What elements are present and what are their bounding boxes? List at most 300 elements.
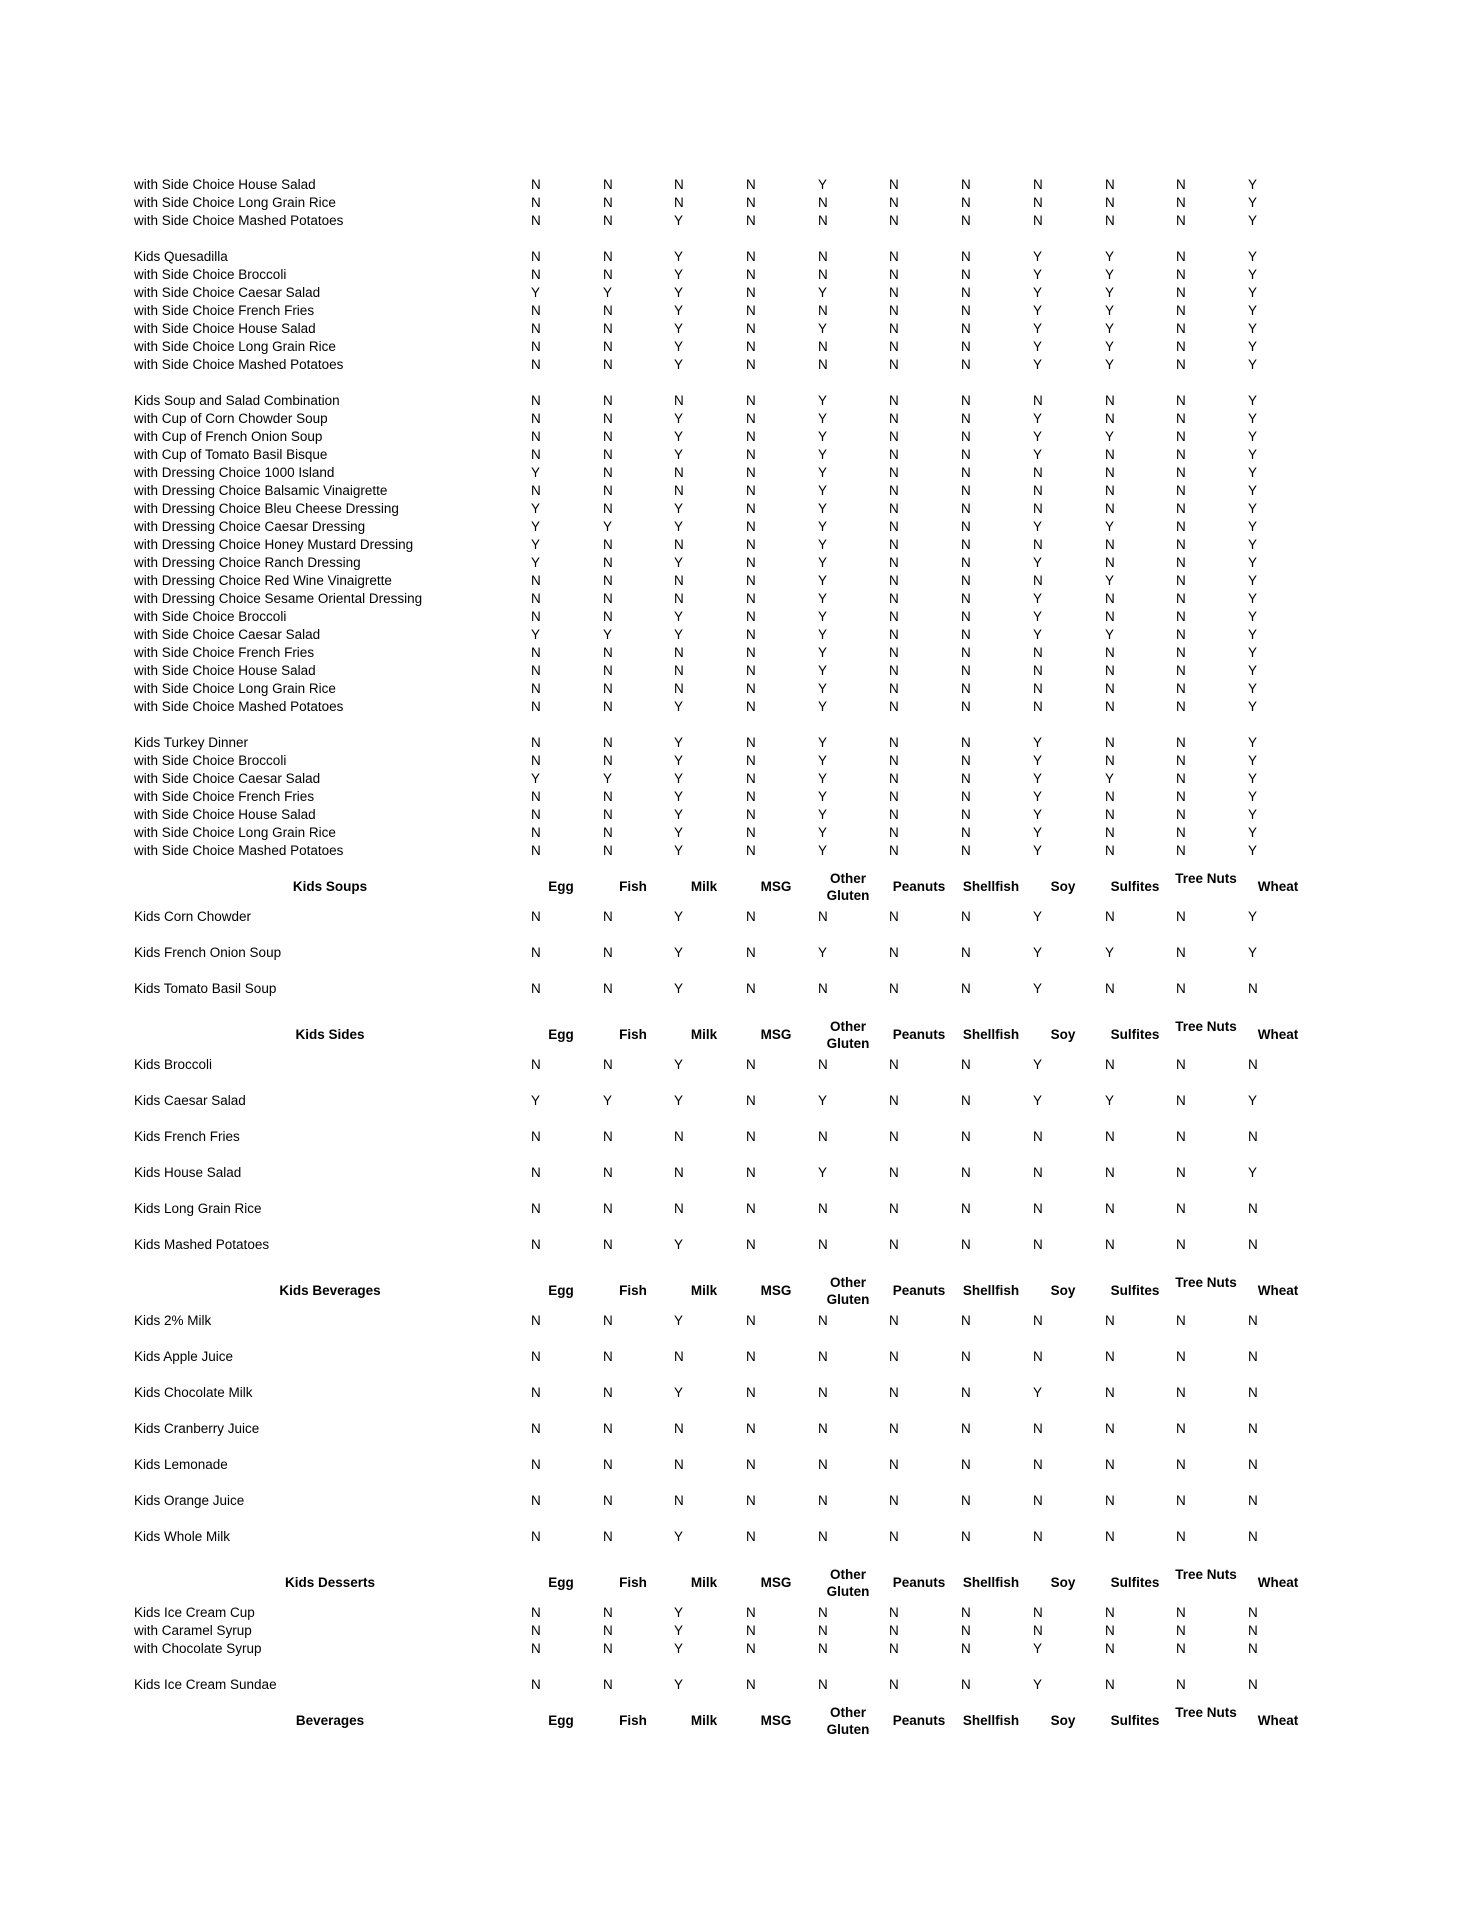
column-header: Shellfish — [962, 1283, 1020, 1298]
allergen-value: N — [1105, 1057, 1115, 1072]
allergen-value: N — [889, 465, 899, 480]
allergen-value: N — [746, 321, 756, 336]
allergen-value: N — [531, 1057, 541, 1072]
allergen-value: Y — [674, 321, 684, 336]
allergen-value: Y — [1033, 909, 1043, 924]
allergen-value: N — [603, 447, 613, 462]
column-header: Tree Nuts — [1175, 871, 1237, 886]
allergen-value: N — [889, 909, 899, 924]
allergen-value: N — [603, 1421, 613, 1436]
allergen-value: Y — [674, 555, 684, 570]
allergen-value: Y — [818, 177, 828, 192]
item-name: with Side Choice House Salad — [134, 807, 316, 822]
allergen-value: N — [1176, 699, 1186, 714]
allergen-value: N — [603, 699, 613, 714]
column-header: Other Gluten — [826, 1705, 870, 1737]
table-row — [0, 572, 1484, 590]
item-name: with Side Choice House Salad — [134, 321, 316, 336]
allergen-value: N — [961, 1129, 971, 1144]
section-title: Kids Desserts — [284, 1575, 376, 1590]
column-header: Fish — [619, 879, 647, 894]
allergen-value: Y — [1248, 357, 1258, 372]
allergen-value: N — [961, 555, 971, 570]
allergen-value: N — [531, 1529, 541, 1544]
allergen-value: N — [603, 807, 613, 822]
allergen-value: N — [746, 1421, 756, 1436]
allergen-value: N — [603, 1057, 613, 1072]
allergen-value: Y — [1248, 321, 1258, 336]
allergen-value: N — [1105, 663, 1115, 678]
allergen-value: N — [603, 321, 613, 336]
allergen-value: N — [818, 267, 828, 282]
allergen-value: N — [603, 609, 613, 624]
allergen-value: N — [961, 1457, 971, 1472]
item-name: Kids Long Grain Rice — [134, 1201, 262, 1216]
item-name: with Side Choice Long Grain Rice — [134, 681, 336, 696]
allergen-value: N — [1033, 537, 1043, 552]
column-header: Egg — [548, 1027, 574, 1042]
allergen-value: N — [889, 1349, 899, 1364]
allergen-value: Y — [531, 501, 541, 516]
allergen-value: N — [961, 1641, 971, 1656]
allergen-value: Y — [818, 537, 828, 552]
allergen-value: N — [889, 1677, 899, 1692]
allergen-value: N — [1033, 1623, 1043, 1638]
allergen-value: N — [746, 1313, 756, 1328]
allergen-value: N — [603, 195, 613, 210]
allergen-value: Y — [1248, 555, 1258, 570]
allergen-value: Y — [818, 771, 828, 786]
allergen-value: Y — [1033, 981, 1043, 996]
allergen-value: Y — [1248, 1165, 1258, 1180]
allergen-value: Y — [818, 945, 828, 960]
allergen-value: Y — [1105, 1093, 1115, 1108]
allergen-value: N — [818, 981, 828, 996]
allergen-value: N — [531, 267, 541, 282]
allergen-value: N — [1176, 627, 1186, 642]
allergen-value: Y — [674, 945, 684, 960]
allergen-value: N — [1105, 1313, 1115, 1328]
allergen-value: N — [1033, 501, 1043, 516]
table-row — [0, 248, 1484, 266]
allergen-value: N — [1033, 195, 1043, 210]
allergen-value: N — [961, 753, 971, 768]
allergen-value: Y — [1248, 645, 1258, 660]
allergen-value: Y — [1248, 177, 1258, 192]
allergen-value: N — [603, 393, 613, 408]
column-header: Fish — [619, 1575, 647, 1590]
allergen-value: N — [1248, 1385, 1258, 1400]
allergen-value: N — [889, 735, 899, 750]
allergen-value: N — [1105, 1129, 1115, 1144]
column-header: Milk — [690, 1027, 718, 1042]
column-header: Fish — [619, 1027, 647, 1042]
allergen-value: Y — [1248, 213, 1258, 228]
table-row — [0, 320, 1484, 338]
allergen-value: N — [1105, 555, 1115, 570]
column-header: Other Gluten — [826, 1019, 870, 1051]
allergen-value: Y — [818, 1165, 828, 1180]
allergen-value: Y — [1033, 411, 1043, 426]
column-header: Milk — [690, 1713, 718, 1728]
column-header: Tree Nuts — [1175, 1275, 1237, 1290]
allergen-value: N — [961, 627, 971, 642]
allergen-value: N — [1248, 981, 1258, 996]
allergen-value: N — [961, 501, 971, 516]
table-row — [0, 446, 1484, 464]
allergen-value: N — [746, 339, 756, 354]
allergen-value: N — [1176, 303, 1186, 318]
item-name: with Dressing Choice Sesame Oriental Dressing — [134, 591, 423, 606]
allergen-value: Y — [1033, 771, 1043, 786]
allergen-value: N — [746, 825, 756, 840]
allergen-value: N — [674, 1421, 684, 1436]
allergen-value: N — [889, 681, 899, 696]
allergen-value: N — [1176, 1493, 1186, 1508]
allergen-value: Y — [1105, 285, 1115, 300]
allergen-value: N — [1176, 1457, 1186, 1472]
allergen-value: N — [746, 807, 756, 822]
allergen-value: N — [889, 1165, 899, 1180]
item-name: with Side Choice Long Grain Rice — [134, 825, 336, 840]
item-name: with Dressing Choice Red Wine Vinaigrette — [134, 573, 392, 588]
allergen-value: N — [746, 753, 756, 768]
allergen-value: N — [674, 1201, 684, 1216]
table-row — [0, 410, 1484, 428]
allergen-value: N — [603, 1237, 613, 1252]
column-header: Soy — [1050, 1713, 1076, 1728]
allergen-value: N — [603, 1313, 613, 1328]
allergen-value: N — [531, 1349, 541, 1364]
item-name: with Side Choice French Fries — [134, 303, 315, 318]
allergen-value: N — [961, 393, 971, 408]
allergen-value: N — [889, 411, 899, 426]
allergen-value: Y — [674, 1529, 684, 1544]
allergen-value: N — [961, 1057, 971, 1072]
table-row — [0, 752, 1484, 770]
allergen-value: Y — [818, 393, 828, 408]
allergen-value: N — [1105, 681, 1115, 696]
allergen-value: Y — [1248, 735, 1258, 750]
allergen-value: Y — [674, 699, 684, 714]
table-row — [0, 302, 1484, 320]
allergen-value: N — [889, 285, 899, 300]
table-row — [0, 536, 1484, 554]
allergen-value: N — [1105, 1165, 1115, 1180]
table-row — [0, 1622, 1484, 1640]
column-header: MSG — [760, 879, 792, 894]
allergen-value: N — [1176, 789, 1186, 804]
table-row — [0, 770, 1484, 788]
allergen-value: Y — [1248, 447, 1258, 462]
item-name: Kids House Salad — [134, 1165, 242, 1180]
column-header: Fish — [619, 1283, 647, 1298]
allergen-value: N — [531, 357, 541, 372]
allergen-value: N — [674, 573, 684, 588]
table-row — [0, 824, 1484, 842]
allergen-value: N — [531, 807, 541, 822]
column-header: Tree Nuts — [1175, 1705, 1237, 1720]
allergen-value: N — [531, 681, 541, 696]
table-row — [0, 590, 1484, 608]
allergen-value: Y — [603, 1093, 613, 1108]
allergen-value: N — [961, 267, 971, 282]
table-row — [0, 338, 1484, 356]
allergen-value: Y — [603, 627, 613, 642]
allergen-value: N — [961, 1313, 971, 1328]
table-row — [0, 176, 1484, 194]
allergen-value: N — [1176, 267, 1186, 282]
allergen-value: N — [531, 1605, 541, 1620]
allergen-value: N — [961, 519, 971, 534]
allergen-value: N — [889, 429, 899, 444]
allergen-value: N — [961, 981, 971, 996]
allergen-value: Y — [674, 1623, 684, 1638]
allergen-value: N — [603, 177, 613, 192]
allergen-value: N — [746, 1493, 756, 1508]
allergen-value: N — [889, 1421, 899, 1436]
allergen-value: N — [1176, 663, 1186, 678]
allergen-value: Y — [674, 267, 684, 282]
item-name: with Dressing Choice Honey Mustard Dressing — [134, 537, 414, 552]
allergen-value: N — [531, 735, 541, 750]
allergen-value: N — [1176, 519, 1186, 534]
table-row — [0, 1384, 1484, 1402]
allergen-value: N — [603, 663, 613, 678]
allergen-value: N — [531, 321, 541, 336]
allergen-value: N — [531, 843, 541, 858]
item-name: Kids Broccoli — [134, 1057, 213, 1072]
allergen-value: N — [674, 537, 684, 552]
allergen-value: N — [603, 429, 613, 444]
allergen-value: N — [603, 483, 613, 498]
allergen-value: N — [961, 843, 971, 858]
table-row — [0, 212, 1484, 230]
allergen-value: N — [603, 1623, 613, 1638]
allergen-value: N — [531, 1165, 541, 1180]
column-header: Peanuts — [892, 879, 946, 894]
allergen-value: Y — [674, 357, 684, 372]
item-name: with Dressing Choice Ranch Dressing — [134, 555, 361, 570]
allergen-value: Y — [818, 645, 828, 660]
item-name: with Side Choice House Salad — [134, 663, 316, 678]
column-header: Wheat — [1257, 1713, 1299, 1728]
allergen-value: Y — [1105, 249, 1115, 264]
allergen-value: N — [531, 1677, 541, 1692]
allergen-value: N — [531, 663, 541, 678]
allergen-value: Y — [674, 909, 684, 924]
allergen-value: N — [746, 393, 756, 408]
allergen-value: N — [531, 1623, 541, 1638]
allergen-value: N — [746, 1201, 756, 1216]
allergen-value: N — [746, 447, 756, 462]
item-name: with Caramel Syrup — [134, 1623, 252, 1638]
allergen-value: N — [1105, 591, 1115, 606]
allergen-value: Y — [1248, 681, 1258, 696]
table-row — [0, 194, 1484, 212]
column-header: Egg — [548, 1575, 574, 1590]
allergen-value: N — [889, 1623, 899, 1638]
allergen-value: N — [889, 1385, 899, 1400]
allergen-value: N — [746, 1641, 756, 1656]
allergen-value: N — [961, 609, 971, 624]
allergen-value: N — [1105, 981, 1115, 996]
allergen-value: N — [889, 195, 899, 210]
column-header: Other Gluten — [826, 871, 870, 903]
item-name: Kids Whole Milk — [134, 1529, 231, 1544]
allergen-value: N — [1105, 1677, 1115, 1692]
allergen-value: N — [961, 825, 971, 840]
allergen-value: N — [961, 357, 971, 372]
allergen-value: N — [746, 645, 756, 660]
allergen-value: N — [531, 699, 541, 714]
allergen-value: Y — [1033, 1057, 1043, 1072]
allergen-value: Y — [674, 519, 684, 534]
allergen-value: Y — [818, 1093, 828, 1108]
allergen-value: N — [603, 501, 613, 516]
allergen-value: N — [961, 663, 971, 678]
allergen-value: Y — [1033, 447, 1043, 462]
allergen-value: N — [746, 945, 756, 960]
allergen-value: N — [674, 681, 684, 696]
column-header: Peanuts — [892, 1575, 946, 1590]
allergen-value: N — [889, 519, 899, 534]
allergen-value: N — [531, 1129, 541, 1144]
allergen-value: N — [961, 645, 971, 660]
allergen-value: N — [961, 909, 971, 924]
allergen-value: N — [674, 1457, 684, 1472]
allergen-value: N — [961, 807, 971, 822]
allergen-value: N — [1033, 177, 1043, 192]
item-name: Kids Ice Cream Sundae — [134, 1677, 277, 1692]
allergen-value: N — [889, 1129, 899, 1144]
item-name: with Chocolate Syrup — [134, 1641, 262, 1656]
allergen-value: N — [1248, 1237, 1258, 1252]
item-name: with Cup of Corn Chowder Soup — [134, 411, 328, 426]
column-header: Peanuts — [892, 1283, 946, 1298]
table-row — [0, 908, 1484, 926]
allergen-value: Y — [1033, 357, 1043, 372]
allergen-value: N — [674, 591, 684, 606]
allergen-value: N — [818, 1057, 828, 1072]
allergen-value: Y — [818, 609, 828, 624]
allergen-value: N — [674, 483, 684, 498]
allergen-value: Y — [1248, 825, 1258, 840]
allergen-value: N — [1033, 1313, 1043, 1328]
allergen-value: N — [1176, 945, 1186, 960]
allergen-value: Y — [1033, 807, 1043, 822]
allergen-value: N — [1176, 681, 1186, 696]
allergen-value: N — [961, 1385, 971, 1400]
allergen-value: N — [746, 501, 756, 516]
allergen-value: N — [746, 1093, 756, 1108]
allergen-value: N — [889, 177, 899, 192]
allergen-value: N — [889, 483, 899, 498]
column-header: MSG — [760, 1575, 792, 1590]
allergen-value: Y — [1105, 945, 1115, 960]
allergen-value: Y — [1033, 285, 1043, 300]
table-row — [0, 500, 1484, 518]
allergen-value: N — [746, 1129, 756, 1144]
allergen-value: N — [531, 1421, 541, 1436]
allergen-value: N — [1176, 1349, 1186, 1364]
allergen-value: N — [1248, 1605, 1258, 1620]
allergen-value: N — [1105, 1385, 1115, 1400]
table-row — [0, 806, 1484, 824]
allergen-value: Y — [1033, 1641, 1043, 1656]
allergen-value: Y — [674, 1605, 684, 1620]
allergen-value: Y — [1033, 627, 1043, 642]
allergen-value: N — [746, 981, 756, 996]
allergen-value: N — [1176, 981, 1186, 996]
allergen-value: N — [961, 1349, 971, 1364]
table-row — [0, 482, 1484, 500]
allergen-value: Y — [818, 519, 828, 534]
allergen-value: N — [746, 357, 756, 372]
allergen-value: N — [889, 663, 899, 678]
allergen-value: N — [531, 447, 541, 462]
allergen-value: N — [1033, 1201, 1043, 1216]
allergen-value: N — [1105, 483, 1115, 498]
allergen-value: N — [889, 1237, 899, 1252]
allergen-value: N — [531, 177, 541, 192]
allergen-value: N — [603, 825, 613, 840]
allergen-value: N — [1176, 753, 1186, 768]
allergen-value: N — [746, 1349, 756, 1364]
allergen-value: N — [746, 1457, 756, 1472]
item-name: with Side Choice Caesar Salad — [134, 627, 321, 642]
allergen-value: N — [531, 1457, 541, 1472]
table-row — [0, 662, 1484, 680]
allergen-value: Y — [531, 537, 541, 552]
allergen-value: N — [818, 1677, 828, 1692]
allergen-value: N — [818, 1641, 828, 1656]
column-header: Shellfish — [962, 1713, 1020, 1728]
allergen-value: Y — [674, 981, 684, 996]
item-name: with Dressing Choice Caesar Dressing — [134, 519, 366, 534]
allergen-value: N — [1033, 465, 1043, 480]
allergen-value: N — [1176, 555, 1186, 570]
table-row — [0, 980, 1484, 998]
allergen-value: N — [889, 807, 899, 822]
allergen-value: N — [818, 1385, 828, 1400]
allergen-value: N — [746, 555, 756, 570]
allergen-value: N — [746, 285, 756, 300]
allergen-value: N — [1105, 789, 1115, 804]
item-name: with Side Choice Broccoli — [134, 753, 287, 768]
allergen-value: Y — [674, 1313, 684, 1328]
allergen-value: N — [531, 645, 541, 660]
allergen-value: Y — [1248, 267, 1258, 282]
item-name: with Side Choice French Fries — [134, 645, 315, 660]
table-row — [0, 1348, 1484, 1366]
item-name: with Dressing Choice Bleu Cheese Dressing — [134, 501, 399, 516]
allergen-value: Y — [1033, 1093, 1043, 1108]
allergen-value: N — [1176, 393, 1186, 408]
allergen-value: N — [603, 1165, 613, 1180]
allergen-value: Y — [1033, 249, 1043, 264]
allergen-value: N — [1248, 1529, 1258, 1544]
allergen-value: N — [818, 1493, 828, 1508]
allergen-value: N — [603, 681, 613, 696]
allergen-value: Y — [674, 339, 684, 354]
table-row — [0, 356, 1484, 374]
item-name: with Side Choice Mashed Potatoes — [134, 357, 344, 372]
item-name: Kids Quesadilla — [134, 249, 228, 264]
allergen-value: N — [746, 1385, 756, 1400]
allergen-value: N — [1176, 501, 1186, 516]
allergen-value: N — [674, 1165, 684, 1180]
